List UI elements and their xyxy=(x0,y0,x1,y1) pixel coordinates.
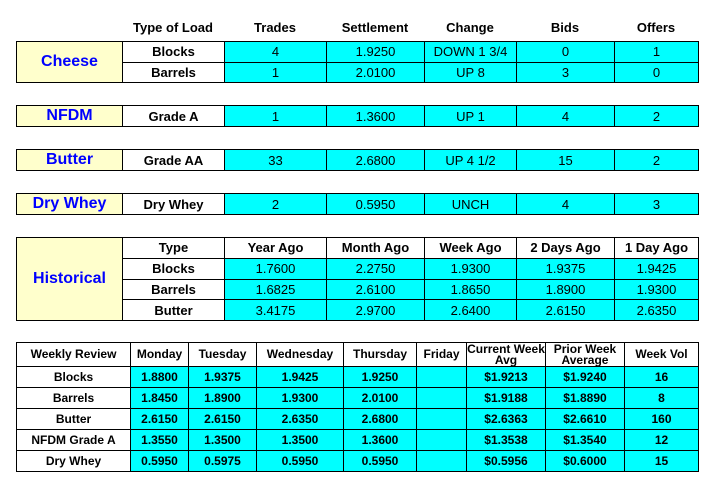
historical-blocks-month-ago: 2.2750 xyxy=(327,258,425,279)
weekly-nfdm-thursday: 1.3600 xyxy=(344,430,417,451)
weekly-dry-whey-tuesday: 0.5975 xyxy=(189,451,257,472)
historical-blocks-year-ago: 1.7600 xyxy=(225,258,327,279)
weekly-blocks-wednesday: 1.9425 xyxy=(257,367,344,388)
cheese-blocks-trades: 4 xyxy=(225,42,327,63)
weekly-barrels-wednesday: 1.9300 xyxy=(257,388,344,409)
historical-barrels-2-days-ago: 1.8900 xyxy=(517,279,615,300)
weekly-header-prior-week-average: Prior Week Average xyxy=(546,343,625,367)
weekly-butter-prior-avg: $2.6610 xyxy=(546,409,625,430)
historical-table xyxy=(16,237,699,321)
weekly-nfdm-vol: 12 xyxy=(625,430,699,451)
weekly-blocks-monday: 1.8800 xyxy=(131,367,189,388)
nfdm-change: UP 1 xyxy=(425,106,517,127)
weekly-nfdm-monday: 1.3550 xyxy=(131,430,189,451)
weekly-header-weekly-review: Weekly Review xyxy=(17,343,131,367)
weekly-header-current-week-avg: Current Week Avg xyxy=(467,342,545,367)
weekly-header-tuesday: Tuesday xyxy=(189,343,257,367)
historical-barrels-type: Barrels xyxy=(123,279,225,300)
historical-blocks-1-day-ago: 1.9425 xyxy=(615,258,699,279)
header-offers: Offers xyxy=(636,19,676,35)
butter-settlement: 2.6800 xyxy=(327,150,425,171)
weekly-dry-whey-current-avg: $0.5956 xyxy=(467,451,546,472)
weekly-blocks-prior-avg: $1.9240 xyxy=(546,367,625,388)
weekly-barrels-current-avg: $1.9188 xyxy=(467,388,546,409)
weekly-butter-current-avg: $2.6363 xyxy=(467,409,546,430)
weekly-dry-whey-prior-avg: $0.6000 xyxy=(546,451,625,472)
cheese-barrels-trades: 1 xyxy=(225,62,327,83)
cheese-barrels-change: UP 8 xyxy=(425,62,517,83)
nfdm-offers: 2 xyxy=(615,106,699,127)
weekly-barrels-monday: 1.8450 xyxy=(131,388,189,409)
historical-barrels-1-day-ago: 1.9300 xyxy=(615,279,699,300)
butter-type: Grade AA xyxy=(123,150,225,171)
historical-header-type: Type xyxy=(123,238,225,259)
cheese-label: Cheese xyxy=(17,42,123,83)
weekly-blocks-vol: 16 xyxy=(625,367,699,388)
weekly-dry-whey-monday: 0.5950 xyxy=(131,451,189,472)
weekly-nfdm-product: NFDM Grade A xyxy=(17,430,131,451)
historical-label: Historical xyxy=(17,238,123,321)
nfdm-bids: 4 xyxy=(517,106,615,127)
header-settlement: Settlement xyxy=(341,19,409,35)
weekly-header-wednesday: Wednesday xyxy=(257,343,344,367)
butter-bids: 15 xyxy=(517,150,615,171)
weekly-butter-thursday: 2.6800 xyxy=(344,409,417,430)
weekly-dry-whey-thursday: 0.5950 xyxy=(344,451,417,472)
cheese-table xyxy=(16,41,699,83)
weekly-header-friday: Friday xyxy=(417,343,467,367)
weekly-nfdm-tuesday: 1.3500 xyxy=(189,430,257,451)
header-trades: Trades xyxy=(254,19,296,35)
weekly-nfdm-current-avg: $1.3538 xyxy=(467,430,546,451)
nfdm-type: Grade A xyxy=(123,106,225,127)
cheese-blocks-settlement: 1.9250 xyxy=(327,42,425,63)
cheese-blocks-type: Blocks xyxy=(123,42,225,63)
cheese-blocks-change: DOWN 1 3/4 xyxy=(425,42,517,63)
dry-whey-trades: 2 xyxy=(225,194,327,215)
butter-trades: 33 xyxy=(225,150,327,171)
weekly-barrels-vol: 8 xyxy=(625,388,699,409)
historical-barrels-month-ago: 2.6100 xyxy=(327,279,425,300)
historical-header-month-ago: Month Ago xyxy=(327,238,425,259)
weekly-dry-whey-product: Dry Whey xyxy=(17,451,131,472)
historical-butter-type: Butter xyxy=(123,300,225,321)
header-change: Change xyxy=(446,19,494,35)
weekly-header-monday: Monday xyxy=(131,343,189,367)
weekly-blocks-current-avg: $1.9213 xyxy=(467,367,546,388)
dry-whey-table xyxy=(16,193,699,215)
dry-whey-offers: 3 xyxy=(615,194,699,215)
weekly-blocks-thursday: 1.9250 xyxy=(344,367,417,388)
nfdm-table xyxy=(16,105,699,127)
column-headers xyxy=(122,16,698,38)
cheese-blocks-offers: 1 xyxy=(615,42,699,63)
historical-header-2-days-ago: 2 Days Ago xyxy=(517,238,615,259)
dry-whey-bids: 4 xyxy=(517,194,615,215)
weekly-nfdm-friday xyxy=(417,430,467,451)
historical-blocks-2-days-ago: 1.9375 xyxy=(517,258,615,279)
weekly-header-week-vol: Week Vol xyxy=(625,343,699,367)
butter-change: UP 4 1/2 xyxy=(425,150,517,171)
weekly-butter-vol: 160 xyxy=(625,409,699,430)
nfdm-settlement: 1.3600 xyxy=(327,106,425,127)
weekly-butter-monday: 2.6150 xyxy=(131,409,189,430)
header-bids: Bids xyxy=(550,19,580,35)
butter-offers: 2 xyxy=(615,150,699,171)
dry-whey-label: Dry Whey xyxy=(17,194,123,215)
historical-blocks-type: Blocks xyxy=(123,258,225,279)
historical-header-1-day-ago: 1 Day Ago xyxy=(615,238,699,259)
butter-table xyxy=(16,149,699,171)
weekly-barrels-tuesday: 1.8900 xyxy=(189,388,257,409)
weekly-butter-product: Butter xyxy=(17,409,131,430)
cheese-barrels-settlement: 2.0100 xyxy=(327,62,425,83)
historical-butter-year-ago: 3.4175 xyxy=(225,300,327,321)
cheese-barrels-bids: 3 xyxy=(517,62,615,83)
historical-barrels-year-ago: 1.6825 xyxy=(225,279,327,300)
historical-barrels-week-ago: 1.8650 xyxy=(425,279,517,300)
weekly-blocks-friday xyxy=(417,367,467,388)
header-type-of-load: Type of Load xyxy=(133,19,213,35)
weekly-nfdm-wednesday: 1.3500 xyxy=(257,430,344,451)
weekly-blocks-tuesday: 1.9375 xyxy=(189,367,257,388)
weekly-nfdm-prior-avg: $1.3540 xyxy=(546,430,625,451)
weekly-header-thursday: Thursday xyxy=(344,343,417,367)
cheese-barrels-type: Barrels xyxy=(123,62,225,83)
weekly-dry-whey-vol: 15 xyxy=(625,451,699,472)
weekly-blocks-product: Blocks xyxy=(17,367,131,388)
dry-whey-change: UNCH xyxy=(425,194,517,215)
dry-whey-settlement: 0.5950 xyxy=(327,194,425,215)
weekly-dry-whey-wednesday: 0.5950 xyxy=(257,451,344,472)
dry-whey-type: Dry Whey xyxy=(123,194,225,215)
historical-butter-week-ago: 2.6400 xyxy=(425,300,517,321)
weekly-barrels-thursday: 2.0100 xyxy=(344,388,417,409)
historical-header-year-ago: Year Ago xyxy=(225,238,327,259)
weekly-barrels-friday xyxy=(417,388,467,409)
weekly-butter-wednesday: 2.6350 xyxy=(257,409,344,430)
cheese-barrels-offers: 0 xyxy=(615,62,699,83)
butter-label: Butter xyxy=(17,150,123,171)
historical-butter-1-day-ago: 2.6350 xyxy=(615,300,699,321)
historical-butter-month-ago: 2.9700 xyxy=(327,300,425,321)
historical-butter-2-days-ago: 2.6150 xyxy=(517,300,615,321)
weekly-butter-tuesday: 2.6150 xyxy=(189,409,257,430)
cheese-blocks-bids: 0 xyxy=(517,42,615,63)
nfdm-label: NFDM xyxy=(17,106,123,127)
weekly-review-table xyxy=(16,342,699,472)
historical-blocks-week-ago: 1.9300 xyxy=(425,258,517,279)
historical-header-week-ago: Week Ago xyxy=(425,238,517,259)
weekly-barrels-product: Barrels xyxy=(17,388,131,409)
weekly-barrels-prior-avg: $1.8890 xyxy=(546,388,625,409)
nfdm-trades: 1 xyxy=(225,106,327,127)
weekly-butter-friday xyxy=(417,409,467,430)
weekly-dry-whey-friday xyxy=(417,451,467,472)
